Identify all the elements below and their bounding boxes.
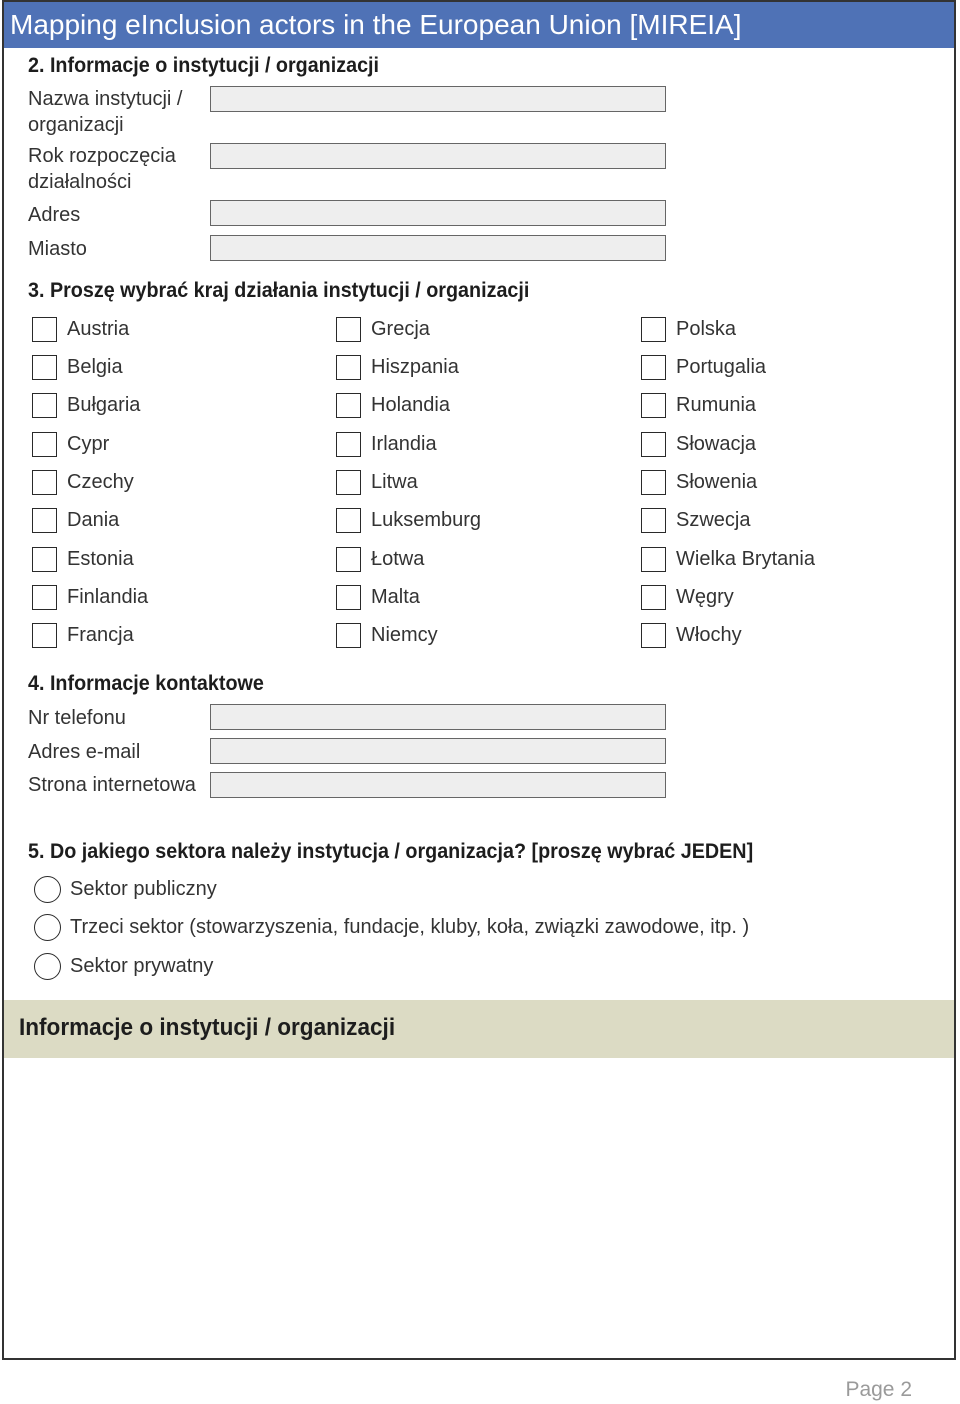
country-label: Irlandia [371, 432, 437, 455]
country-option[interactable] [32, 427, 109, 461]
checkbox[interactable] [336, 623, 361, 648]
country-option[interactable] [32, 465, 134, 499]
country-label: Francja [67, 623, 134, 646]
email-field[interactable] [210, 738, 666, 764]
sector-option[interactable] [34, 872, 217, 906]
country-label: Szwecja [676, 508, 751, 531]
institution-name-field[interactable] [210, 86, 666, 112]
country-option[interactable] [641, 542, 815, 576]
country-label: Portugalia [676, 355, 767, 378]
checkbox[interactable] [336, 432, 361, 457]
checkbox[interactable] [641, 470, 666, 495]
institution-name-label: Nazwa instytucji / organizacji [28, 88, 183, 136]
checkbox[interactable] [641, 317, 666, 342]
checkbox[interactable] [32, 547, 57, 572]
country-label: Belgia [67, 355, 123, 378]
checkbox[interactable] [32, 585, 57, 610]
checkbox[interactable] [641, 432, 666, 457]
start-year-label: Rok rozpoczęcia działalności [28, 145, 176, 193]
country-option[interactable] [32, 580, 148, 614]
country-label: Włochy [676, 623, 742, 646]
country-option[interactable] [641, 618, 742, 652]
checkbox[interactable] [336, 508, 361, 533]
country-label: Czechy [67, 470, 134, 493]
country-option[interactable] [641, 580, 734, 614]
country-label: Łotwa [371, 547, 425, 570]
country-option[interactable] [336, 465, 418, 499]
country-option[interactable] [641, 427, 756, 461]
checkbox[interactable] [641, 547, 666, 572]
country-option[interactable] [336, 350, 459, 384]
phone-label: Nr telefonu [28, 707, 126, 729]
section-4-heading: 4. Informacje kontaktowe [28, 672, 264, 695]
country-label: Austria [67, 317, 130, 340]
country-option[interactable] [336, 503, 481, 537]
address-label: Adres [28, 204, 81, 226]
checkbox[interactable] [336, 547, 361, 572]
country-option[interactable] [336, 312, 430, 346]
country-option[interactable] [641, 503, 750, 537]
sector-option[interactable] [34, 949, 213, 983]
checkbox[interactable] [641, 355, 666, 380]
country-label: Estonia [67, 547, 134, 570]
phone-field[interactable] [210, 704, 666, 730]
country-option[interactable] [32, 350, 123, 384]
sector-option[interactable] [34, 910, 749, 944]
country-option[interactable] [336, 427, 437, 461]
country-label: Niemcy [371, 623, 438, 646]
email-label: Adres e-mail [28, 741, 141, 763]
country-option[interactable] [641, 465, 757, 499]
radio-button[interactable] [34, 953, 61, 980]
country-label: Cypr [67, 432, 110, 455]
checkbox[interactable] [641, 508, 666, 533]
country-label: Słowenia [676, 470, 758, 493]
checkbox[interactable] [336, 585, 361, 610]
country-option[interactable] [641, 312, 736, 346]
country-option[interactable] [641, 388, 756, 422]
checkbox[interactable] [336, 470, 361, 495]
country-option[interactable] [32, 542, 134, 576]
section-5-heading: 5. Do jakiego sektora należy instytucja / organizacja? [proszę wybrać JEDEN] [28, 840, 754, 863]
country-label: Dania [67, 508, 120, 531]
checkbox[interactable] [32, 393, 57, 418]
checkbox[interactable] [32, 508, 57, 533]
city-label: Miasto [28, 238, 87, 260]
sector-label: Sektor publiczny [70, 877, 217, 900]
country-option[interactable] [641, 350, 766, 384]
section-band-title: Informacje o instytucji / organizacji [19, 1014, 396, 1041]
form-title: Mapping eInclusion actors in the European Union [MIREIA] [4, 2, 954, 48]
checkbox[interactable] [641, 585, 666, 610]
country-label: Holandia [371, 393, 450, 416]
checkbox[interactable] [641, 393, 666, 418]
checkbox[interactable] [336, 393, 361, 418]
country-label: Luksemburg [371, 508, 482, 531]
checkbox[interactable] [32, 317, 57, 342]
country-option[interactable] [336, 542, 424, 576]
country-option[interactable] [336, 388, 450, 422]
country-label: Bułgaria [67, 393, 141, 416]
country-option[interactable] [336, 580, 420, 614]
section-2-heading: 2. Informacje o instytucji / organizacji [28, 54, 380, 77]
country-label: Rumunia [676, 393, 757, 416]
country-label: Słowacja [676, 432, 757, 455]
section-3-heading: 3. Proszę wybrać kraj działania instytucji / organizacji [28, 279, 530, 302]
sector-label: Sektor prywatny [70, 954, 214, 977]
website-label: Strona internetowa [28, 774, 196, 796]
country-label: Wielka Brytania [676, 547, 815, 570]
checkbox[interactable] [32, 623, 57, 648]
checkbox[interactable] [336, 317, 361, 342]
form-frame [2, 0, 956, 1360]
radio-button[interactable] [34, 914, 61, 941]
checkbox[interactable] [641, 623, 666, 648]
website-field[interactable] [210, 772, 666, 798]
page-number: Page 2 [845, 1378, 912, 1401]
country-label: Hiszpania [371, 355, 459, 378]
checkbox[interactable] [32, 470, 57, 495]
country-option[interactable] [32, 618, 134, 652]
country-option[interactable] [32, 312, 129, 346]
checkbox[interactable] [32, 432, 57, 457]
country-label: Polska [676, 317, 737, 340]
section-band [4, 1000, 954, 1058]
sector-label: Trzeci sektor (stowarzyszenia, fundacje, kluby, koła, związki zawodowe, itp. ) [70, 915, 750, 938]
address-field[interactable] [210, 200, 666, 226]
start-year-field[interactable] [210, 143, 666, 169]
checkbox[interactable] [32, 355, 57, 380]
country-label: Malta [371, 585, 420, 608]
country-label: Finlandia [67, 585, 149, 608]
country-label: Litwa [371, 470, 418, 493]
country-option[interactable] [32, 388, 140, 422]
country-label: Węgry [676, 585, 734, 608]
country-label: Grecja [371, 317, 430, 340]
country-option[interactable] [32, 503, 119, 537]
checkbox[interactable] [336, 355, 361, 380]
country-option[interactable] [336, 618, 438, 652]
country-checkbox-grid [32, 312, 932, 656]
city-field[interactable] [210, 235, 666, 261]
radio-button[interactable] [34, 876, 61, 903]
